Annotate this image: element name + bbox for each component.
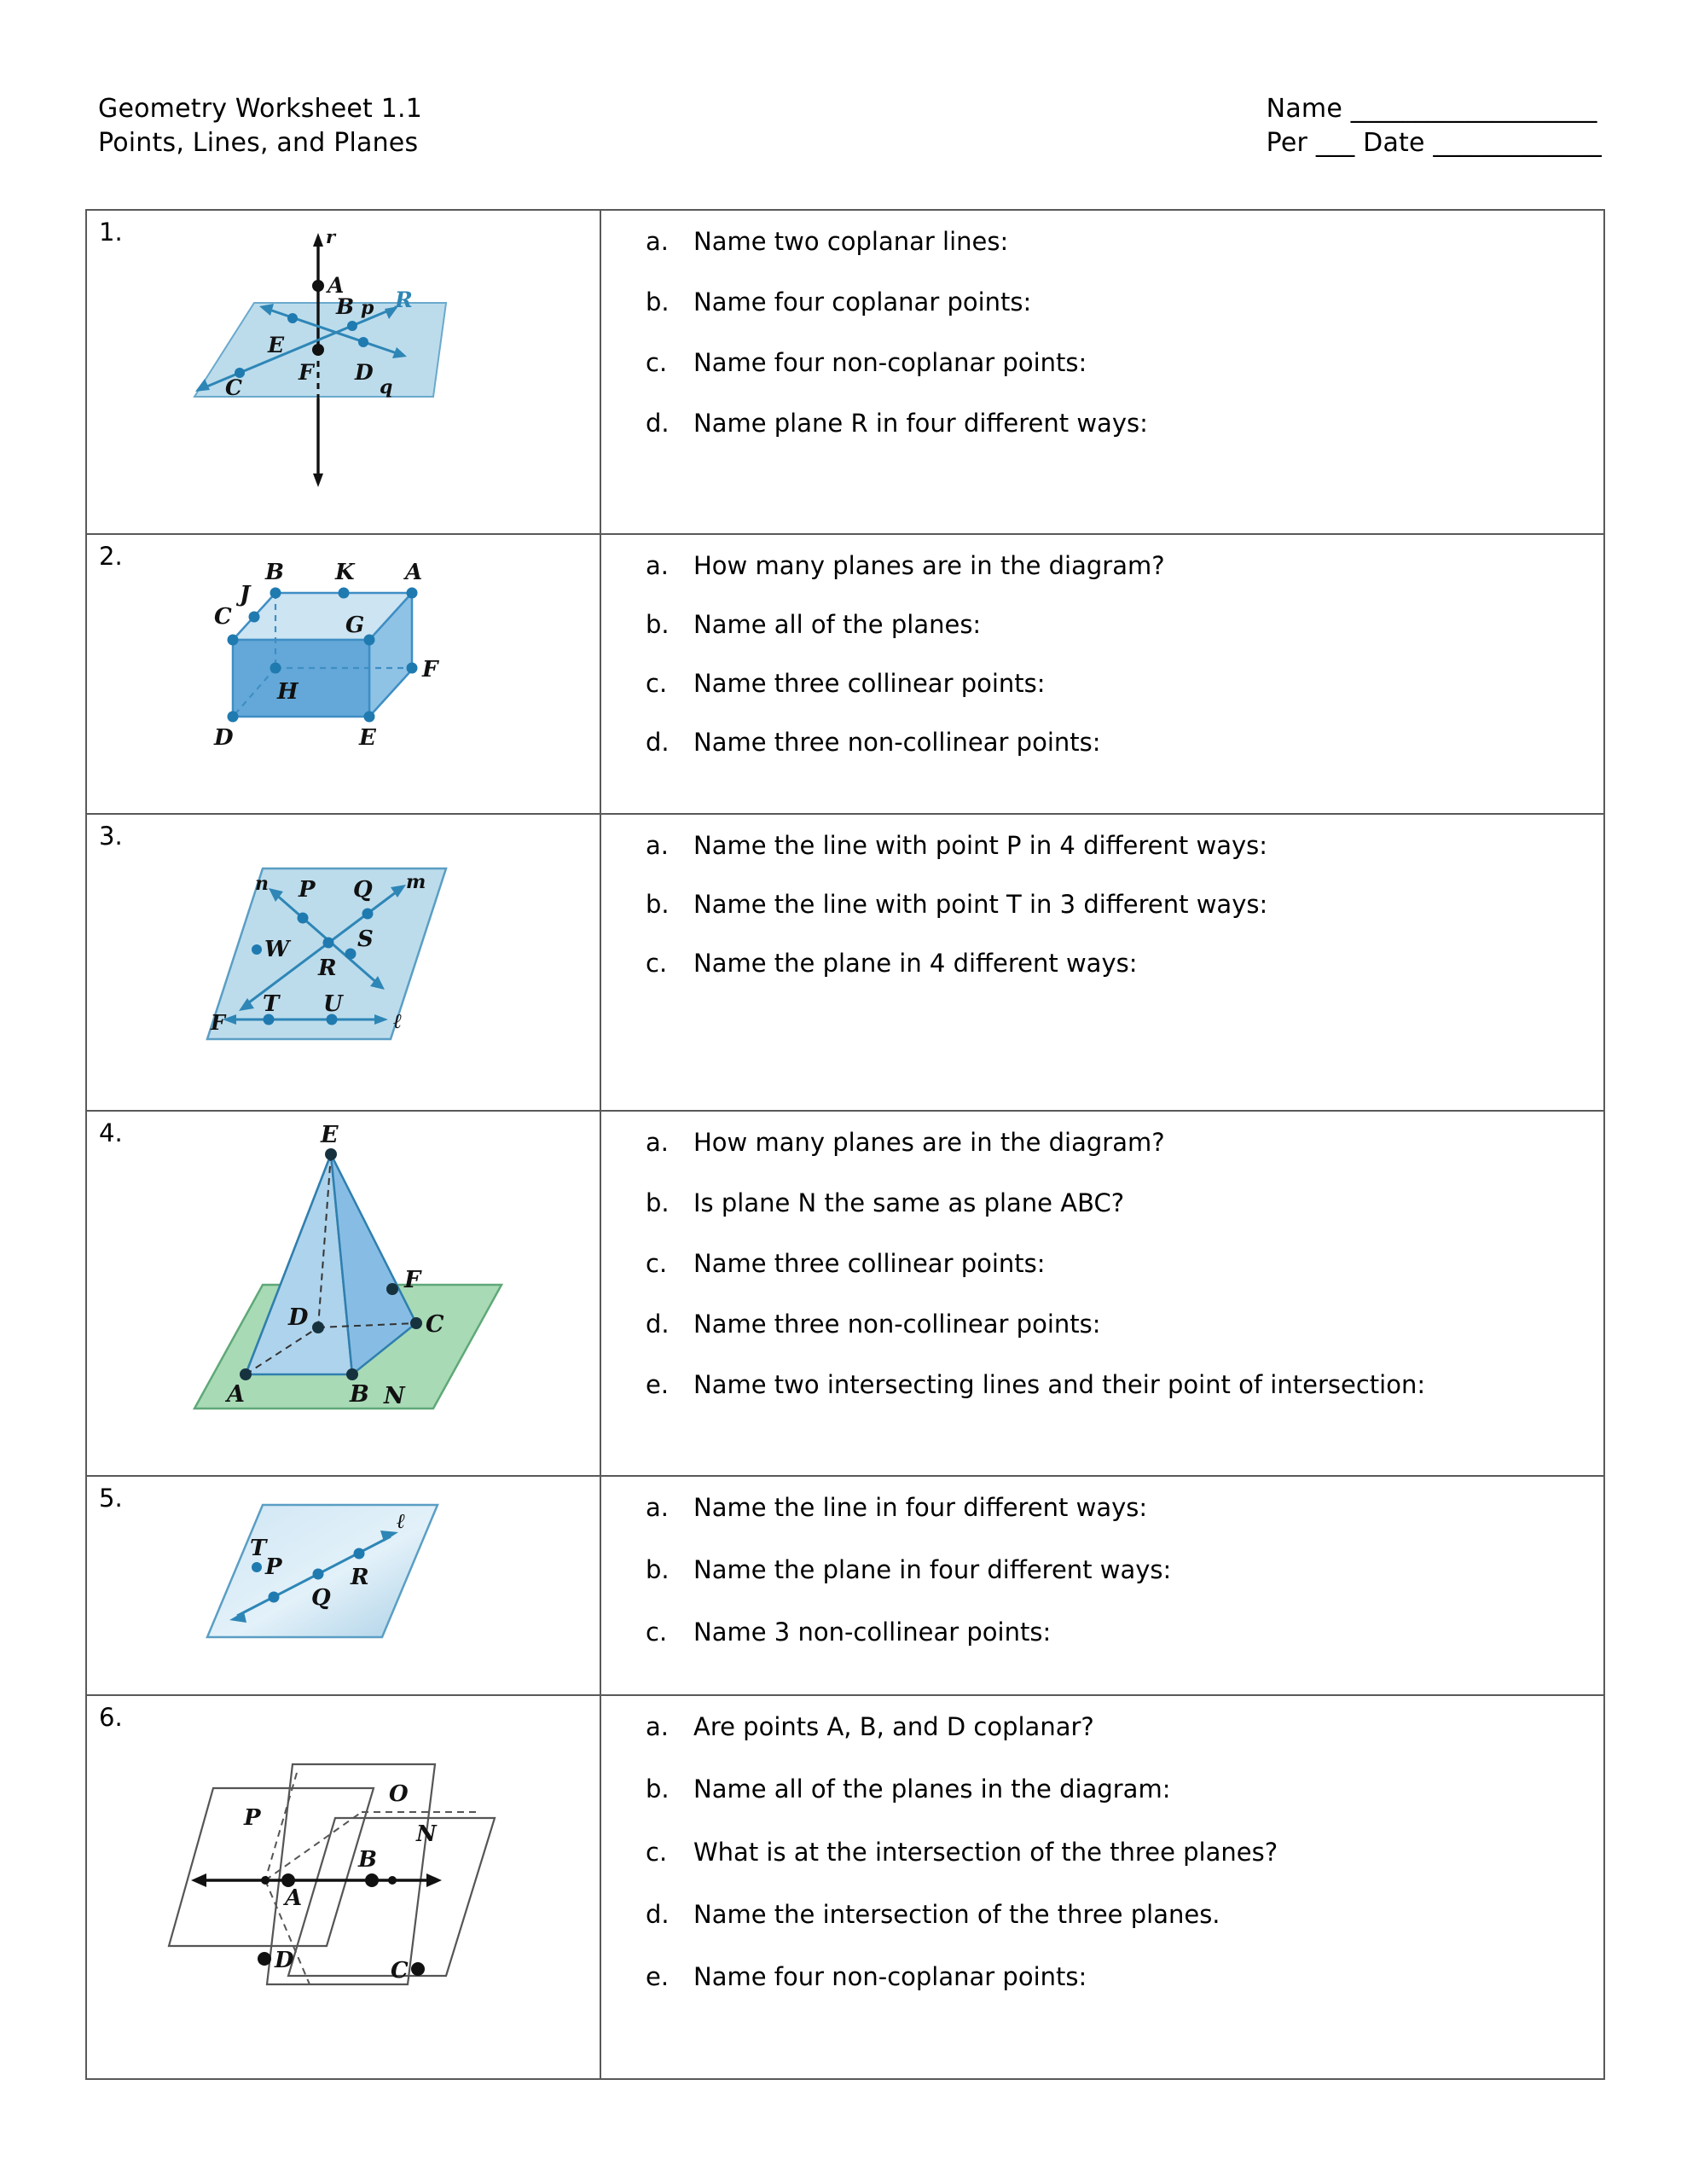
svg-text:S: S (357, 926, 374, 952)
question-label: d. (646, 1899, 670, 1929)
worksheet-header (0, 92, 1687, 186)
svg-text:A: A (404, 560, 422, 585)
question-item (646, 1309, 1578, 1340)
question-label: e. (646, 1370, 670, 1400)
question-text: Name four coplanar points: (693, 288, 1032, 317)
problem-number-1: 1. (99, 218, 123, 247)
question-item (646, 287, 1578, 318)
svg-text:F: F (210, 1010, 225, 1035)
svg-text:ℓ: ℓ (392, 1008, 402, 1033)
figure-3-svg (165, 822, 523, 1077)
svg-text:N: N (415, 1821, 437, 1848)
question-item (646, 1127, 1578, 1159)
svg-text:U: U (322, 991, 343, 1017)
question-text: Are points A, B, and D coplanar? (693, 1712, 1094, 1742)
question-label: a. (646, 1712, 669, 1742)
question-text: Name plane R in four different ways: (693, 409, 1148, 439)
question-item (646, 948, 1578, 979)
svg-text:P: P (298, 877, 316, 903)
question-list-2 (646, 550, 1578, 758)
question-text: Name all of the planes in the diagram: (693, 1774, 1171, 1804)
question-item (646, 1617, 1578, 1648)
question-item (646, 1369, 1578, 1401)
question-label: a. (646, 831, 669, 860)
questions-cell-1 (601, 211, 1603, 533)
question-label: c. (646, 949, 668, 979)
period-date-field-line[interactable]: Per ___ Date _____________ (1266, 127, 1602, 158)
svg-text:E: E (320, 1122, 339, 1148)
question-item (646, 1837, 1578, 1868)
question-item (646, 1774, 1578, 1805)
question-label: a. (646, 551, 669, 580)
figure-6-svg (160, 1703, 527, 2018)
question-label: a. (646, 1128, 669, 1157)
title-line-1: Geometry Worksheet 1.1 (98, 94, 423, 124)
question-text: Name the line in four different ways: (693, 1493, 1148, 1522)
question-label: b. (646, 288, 670, 317)
question-list-3 (646, 830, 1578, 979)
student-info-block (1267, 92, 1602, 160)
question-item (646, 347, 1578, 379)
table-row (87, 1696, 1603, 2078)
table-row (87, 815, 1603, 1112)
svg-text:D: D (287, 1304, 308, 1331)
diagram-rectangular-prism (87, 542, 600, 789)
question-item (646, 727, 1578, 758)
svg-text:m: m (405, 871, 426, 893)
diagram-plane-R-with-three-lines (87, 218, 600, 508)
question-item (646, 1899, 1578, 1931)
svg-text:D: D (213, 725, 234, 751)
question-text: Name four non-coplanar points: (693, 348, 1087, 378)
question-item (646, 408, 1578, 439)
diagram-three-intersecting-planes (87, 1703, 600, 2018)
svg-text:n: n (254, 873, 269, 895)
svg-text:A: A (327, 273, 344, 298)
svg-text:E: E (358, 725, 376, 751)
question-text: Name the line with point P in 4 different ways: (693, 831, 1268, 860)
question-label: c. (646, 1249, 668, 1279)
questions-cell-2 (601, 535, 1603, 813)
problem-number-3: 3. (99, 822, 123, 851)
question-item (646, 1961, 1578, 1993)
svg-text:K: K (334, 560, 355, 585)
question-label: b. (646, 1188, 670, 1218)
figure-1-svg (143, 218, 544, 508)
question-label: c. (646, 669, 668, 699)
question-text: Name two intersecting lines and their point of intersection: (693, 1370, 1426, 1400)
question-label: a. (646, 227, 669, 256)
questions-cell-3 (601, 815, 1603, 1110)
figure-cell-6 (87, 1696, 601, 2078)
question-item (646, 1554, 1578, 1586)
svg-text:F: F (403, 1267, 420, 1293)
question-text: Name three collinear points: (693, 669, 1046, 699)
question-label: b. (646, 610, 670, 640)
svg-text:p: p (360, 297, 374, 319)
questions-cell-4 (601, 1112, 1603, 1475)
worksheet-title (98, 92, 422, 160)
problem-number-6: 6. (99, 1703, 123, 1733)
question-item (646, 889, 1578, 921)
question-item (646, 226, 1578, 258)
worksheet-table (85, 209, 1605, 2080)
figure-cell-4 (87, 1112, 601, 1475)
svg-text:C: C (390, 1958, 409, 1984)
svg-text:B: B (357, 1847, 377, 1873)
question-text: Name all of the planes: (693, 610, 982, 640)
title-line-2: Points, Lines, and Planes (98, 127, 419, 158)
question-text: Name three non-collinear points: (693, 1310, 1101, 1339)
questions-cell-6 (601, 1696, 1603, 2078)
question-list-1 (646, 226, 1578, 439)
diagram-plane-F-with-three-lines (87, 822, 600, 1077)
question-list-6 (646, 1711, 1578, 1993)
svg-text:B: B (349, 1381, 369, 1408)
svg-text:W: W (264, 937, 289, 962)
question-item (646, 1248, 1578, 1280)
question-text: How many planes are in the diagram? (693, 1128, 1165, 1157)
question-item (646, 1711, 1578, 1743)
question-text: How many planes are in the diagram? (693, 551, 1165, 580)
question-text: Name the plane in 4 different ways: (693, 949, 1138, 979)
question-label: b. (646, 1555, 670, 1585)
svg-text:B: B (335, 294, 354, 319)
question-label: e. (646, 1961, 670, 1991)
svg-text:Q: Q (352, 877, 373, 903)
figure-5-svg (165, 1484, 523, 1663)
question-text: Name the intersection of the three planes. (693, 1899, 1220, 1929)
table-row (87, 211, 1603, 535)
svg-text:F: F (421, 657, 438, 682)
question-item (646, 1188, 1578, 1219)
svg-text:E: E (267, 333, 284, 357)
question-text: Name 3 non-collinear points: (693, 1618, 1052, 1647)
problem-number-5: 5. (99, 1484, 123, 1513)
question-label: b. (646, 1774, 670, 1804)
question-label: a. (646, 1493, 669, 1522)
question-text: Name the plane in four different ways: (693, 1555, 1172, 1585)
svg-text:q: q (379, 376, 392, 398)
question-text: Is plane N the same as plane ABC? (693, 1188, 1125, 1218)
svg-text:H: H (276, 679, 299, 705)
question-item (646, 1492, 1578, 1524)
question-text: Name the line with point T in 3 different ways: (693, 890, 1268, 920)
diagram-pyramid-on-plane-N (87, 1118, 600, 1434)
diagram-plane-with-line-l (87, 1484, 600, 1663)
question-label: d. (646, 1310, 670, 1339)
question-text: Name four non-coplanar points: (693, 1961, 1087, 1991)
svg-text:R: R (350, 1565, 369, 1590)
svg-text:D: D (354, 360, 374, 385)
problem-number-4: 4. (99, 1118, 123, 1147)
svg-text:A: A (284, 1885, 302, 1912)
svg-text:P: P (264, 1554, 282, 1580)
question-label: d. (646, 728, 670, 758)
name-field-line[interactable]: Name ___________________ (1266, 94, 1597, 124)
question-item (646, 668, 1578, 700)
table-row (87, 1477, 1603, 1696)
question-label: d. (646, 409, 670, 439)
problem-number-2: 2. (99, 542, 123, 571)
question-text: Name two coplanar lines: (693, 227, 1009, 256)
questions-cell-5 (601, 1477, 1603, 1694)
question-list-4 (646, 1127, 1578, 1402)
question-item (646, 609, 1578, 641)
svg-text:Q: Q (310, 1585, 331, 1611)
figure-cell-5 (87, 1477, 601, 1694)
figure-2-svg (165, 542, 523, 789)
svg-text:C: C (425, 1311, 443, 1338)
table-row (87, 1112, 1603, 1477)
svg-text:B: B (264, 560, 284, 585)
svg-text:r: r (325, 226, 335, 247)
svg-text:G: G (345, 613, 364, 638)
svg-text:A: A (226, 1381, 245, 1408)
svg-text:D: D (274, 1948, 294, 1974)
svg-text:N: N (383, 1383, 405, 1409)
figure-cell-2 (87, 535, 601, 813)
question-label: c. (646, 1837, 668, 1867)
table-row (87, 535, 1603, 815)
svg-text:P: P (243, 1805, 261, 1832)
svg-text:T: T (262, 991, 279, 1017)
figure-cell-1 (87, 211, 601, 533)
figure-4-svg (160, 1118, 527, 1434)
question-text: Name three collinear points: (693, 1249, 1046, 1279)
svg-text:F: F (298, 360, 314, 385)
question-text: Name three non-collinear points: (693, 728, 1101, 758)
svg-text:C: C (224, 375, 242, 400)
svg-text:J: J (239, 582, 250, 607)
question-item (646, 830, 1578, 862)
svg-text:O: O (388, 1781, 409, 1808)
svg-text:C: C (213, 604, 232, 630)
svg-text:R: R (317, 956, 337, 981)
question-label: c. (646, 348, 668, 378)
question-label: b. (646, 890, 670, 920)
question-text: What is at the intersection of the three planes? (693, 1837, 1278, 1867)
question-item (646, 550, 1578, 582)
svg-text:T: T (249, 1536, 266, 1561)
question-list-5 (646, 1492, 1578, 1648)
svg-text:ℓ: ℓ (396, 1508, 405, 1533)
svg-text:R: R (394, 288, 413, 312)
figure-cell-3 (87, 815, 601, 1110)
question-label: c. (646, 1618, 668, 1647)
